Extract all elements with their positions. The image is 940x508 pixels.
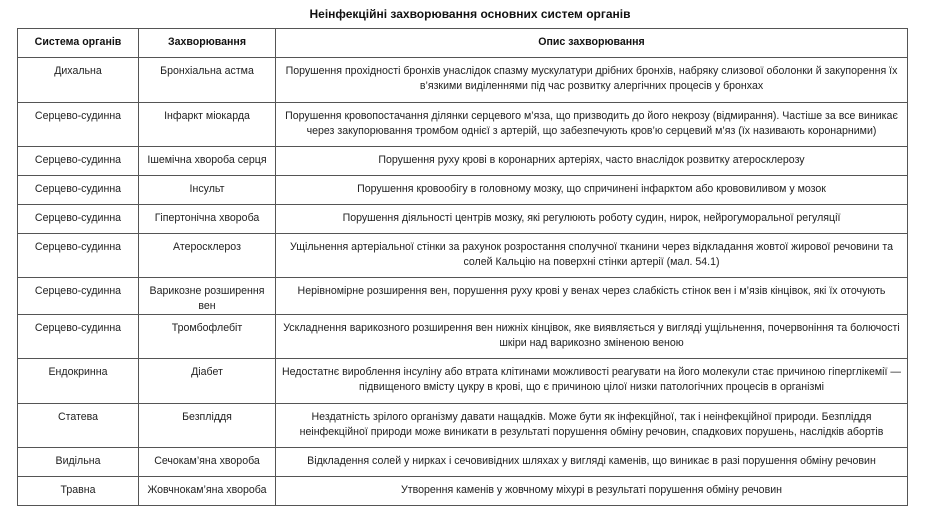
cell-description: Порушення руху крові в коронарних артеріях, часто внаслідок розвитку атеросклерозу: [276, 147, 908, 176]
table-row: [18, 315, 908, 359]
cell-disease: Гіпертонічна хвороба: [139, 205, 276, 234]
table-row: [18, 147, 908, 176]
cell-disease: Ішемічна хвороба серця: [139, 147, 276, 176]
cell-description: Нерівномірне розширення вен, порушення руху крові у венах через слабкість стінок вен і м’язів кінцівок, які їх оточують: [276, 278, 908, 315]
cell-disease: Бронхіальна астма: [139, 58, 276, 103]
cell-description: Ущільнення артеріальної стінки за рахунок розростання сполучної тканини через відкладання жовтої жирової речовини та солей Кальцію на поверхні стінки артерії (мал. 54.1): [276, 234, 908, 278]
cell-disease: Інсульт: [139, 176, 276, 205]
cell-disease: Сечокам’яна хвороба: [139, 448, 276, 477]
table-row: [18, 205, 908, 234]
cell-disease: Інфаркт міокарда: [139, 103, 276, 147]
cell-system: Серцево-судинна: [18, 176, 139, 205]
header-system: Система органів: [18, 29, 139, 58]
cell-system: Серцево-судинна: [18, 234, 139, 278]
cell-description: Порушення прохідності бронхів унаслідок спазму мускулатури дрібних бронхів, набряку слизової оболонки й закупорення їх в’язкими виділеннями під час розвитку алергічних процесів у бронхах: [276, 58, 908, 103]
header-disease: Захворювання: [139, 29, 276, 58]
table-row: [18, 359, 908, 404]
cell-description: Порушення кровообігу в головному мозку, що спричинені інфарктом або крововиливом у мозок: [276, 176, 908, 205]
cell-system: Статева: [18, 404, 139, 448]
table-header-row: [18, 29, 908, 58]
table-row: [18, 176, 908, 205]
cell-disease: Жовчнокам’яна хвороба: [139, 477, 276, 506]
table-row: [18, 58, 908, 103]
cell-description: Ускладнення варикозного розширення вен нижніх кінцівок, яке виявляється у вигляді ущільнення, почервоніння та болючості шкіри над варикозно зміненою веною: [276, 315, 908, 359]
cell-system: Травна: [18, 477, 139, 506]
cell-disease: Тромбофлебіт: [139, 315, 276, 359]
diseases-table: [17, 28, 908, 506]
cell-disease: Безпліддя: [139, 404, 276, 448]
cell-system: Видільна: [18, 448, 139, 477]
cell-system: Серцево-судинна: [18, 205, 139, 234]
page-title: Неінфекційні захворювання основних систем органів: [309, 7, 631, 21]
cell-description: Нездатність зрілого організму давати нащадків. Може бути як інфекційної, так і неінфекційної природи. Безпліддя неінфекційної природи може виникати в результаті порушення обміну речовин, спадкових порушень, наслідків абортів: [276, 404, 908, 448]
header-description: Опис захворювання: [276, 29, 908, 58]
table-row: [18, 278, 908, 315]
table-row: [18, 234, 908, 278]
cell-disease: Варикозне розширення вен: [139, 278, 276, 315]
cell-system: Дихальна: [18, 58, 139, 103]
cell-disease: Діабет: [139, 359, 276, 404]
cell-description: Утворення каменів у жовчному міхурі в результаті порушення обміну речовин: [276, 477, 908, 506]
table-row: [18, 404, 908, 448]
cell-system: Ендокринна: [18, 359, 139, 404]
cell-disease: Атеросклероз: [139, 234, 276, 278]
table-row: [18, 477, 908, 506]
cell-system: Серцево-судинна: [18, 147, 139, 176]
cell-description: Порушення кровопостачання ділянки серцевого м’яза, що призводить до його некрозу (відмирання). Частіше за все виникає через закупорювання тромбом однієї з артерій, що забезпечують кров’ю серцевий м’яз (їх називають коронарними): [276, 103, 908, 147]
cell-description: Відкладення солей у нирках і сечовивідних шляхах у вигляді каменів, що виникає в разі порушення обміну речовин: [276, 448, 908, 477]
cell-description: Порушення діяльності центрів мозку, які регулюють роботу судин, нирок, нейрогуморальної регуляції: [276, 205, 908, 234]
table-row: [18, 103, 908, 147]
table-row: [18, 448, 908, 477]
cell-system: Серцево-судинна: [18, 278, 139, 315]
cell-system: Серцево-судинна: [18, 103, 139, 147]
cell-description: Недостатнє вироблення інсуліну або втрата клітинами можливості реагувати на його молекули стає причиною гіперглікемії — підвищеного вмісту цукру в крові, що є причиною цілої низки патологічних процесів в організмі: [276, 359, 908, 404]
cell-system: Серцево-судинна: [18, 315, 139, 359]
